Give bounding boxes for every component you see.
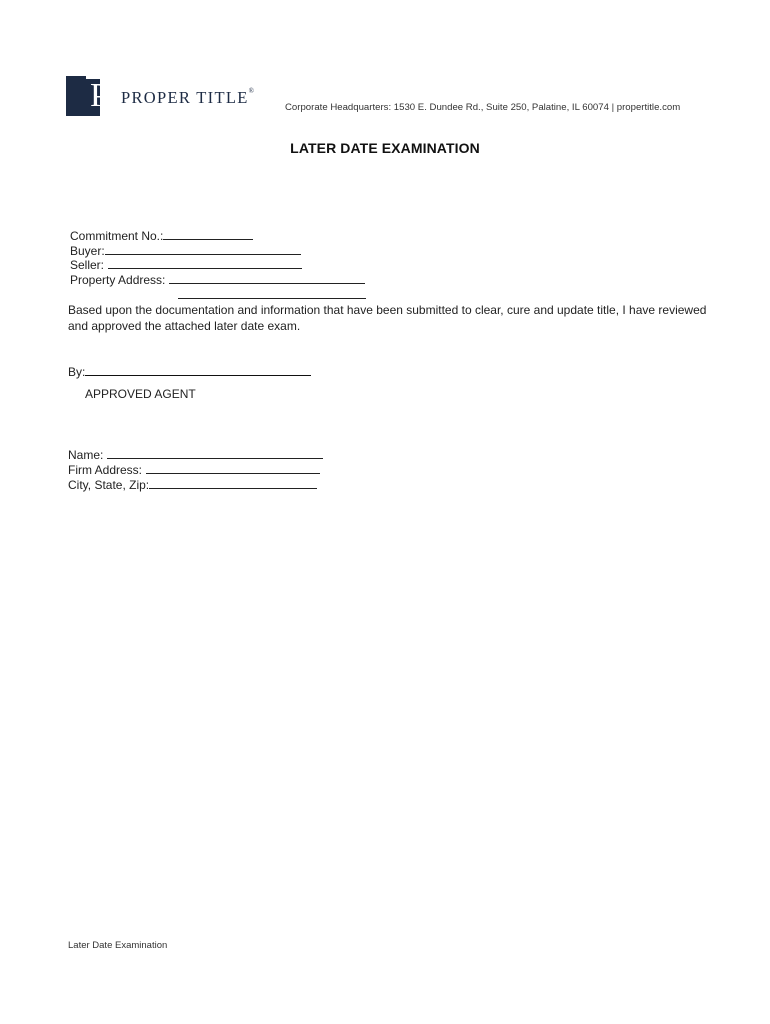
firm-address-label: Firm Address: [68, 463, 143, 477]
property-address-line2-field[interactable] [178, 287, 366, 302]
property-address-input[interactable] [169, 272, 365, 284]
buyer-label: Buyer: [70, 244, 105, 258]
buyer-field[interactable] [70, 243, 301, 258]
seller-field[interactable] [70, 257, 302, 272]
buyer-input[interactable] [105, 243, 301, 255]
commitment-no-field[interactable] [70, 228, 253, 243]
by-label: By: [68, 365, 86, 379]
commitment-no-input[interactable] [163, 228, 253, 240]
city-state-zip-input[interactable] [149, 477, 317, 489]
property-address-line2-input[interactable] [178, 287, 366, 299]
headquarters-address: Corporate Headquarters: 1530 E. Dundee Rd., Suite 250, Palatine, IL 60074 | propertitle.com [285, 102, 681, 113]
city-state-zip-field[interactable] [68, 477, 317, 492]
signature-input[interactable] [85, 364, 311, 376]
firm-address-input[interactable] [146, 462, 320, 474]
agent-name-field[interactable] [68, 447, 323, 462]
agent-name-input[interactable] [107, 447, 323, 459]
footer-label: Later Date Examination [68, 940, 168, 951]
logo-letter: P [90, 77, 109, 114]
approval-statement: Based upon the documentation and information that have been submitted to clear, cure and update title, I have reviewed and approved the attached later date exam. [68, 303, 707, 333]
page-title: LATER DATE EXAMINATION [290, 140, 480, 156]
city-state-zip-label: City, State, Zip: [68, 478, 150, 492]
registered-mark: ® [248, 87, 254, 95]
firm-address-field[interactable] [68, 462, 320, 477]
seller-input[interactable] [108, 257, 302, 269]
logo-wordmark [121, 88, 254, 108]
approved-agent-caption: APPROVED AGENT [85, 387, 196, 401]
property-address-field[interactable] [70, 272, 365, 287]
proper-title-logo-icon [66, 76, 112, 116]
commitment-no-label: Commitment No.: [70, 229, 164, 243]
seller-label: Seller: [70, 258, 105, 272]
signature-field[interactable] [68, 364, 311, 379]
property-address-label: Property Address: [70, 273, 166, 287]
logo-wordmark-text: PROPER TITLE [121, 88, 249, 107]
agent-name-label: Name: [68, 448, 104, 462]
